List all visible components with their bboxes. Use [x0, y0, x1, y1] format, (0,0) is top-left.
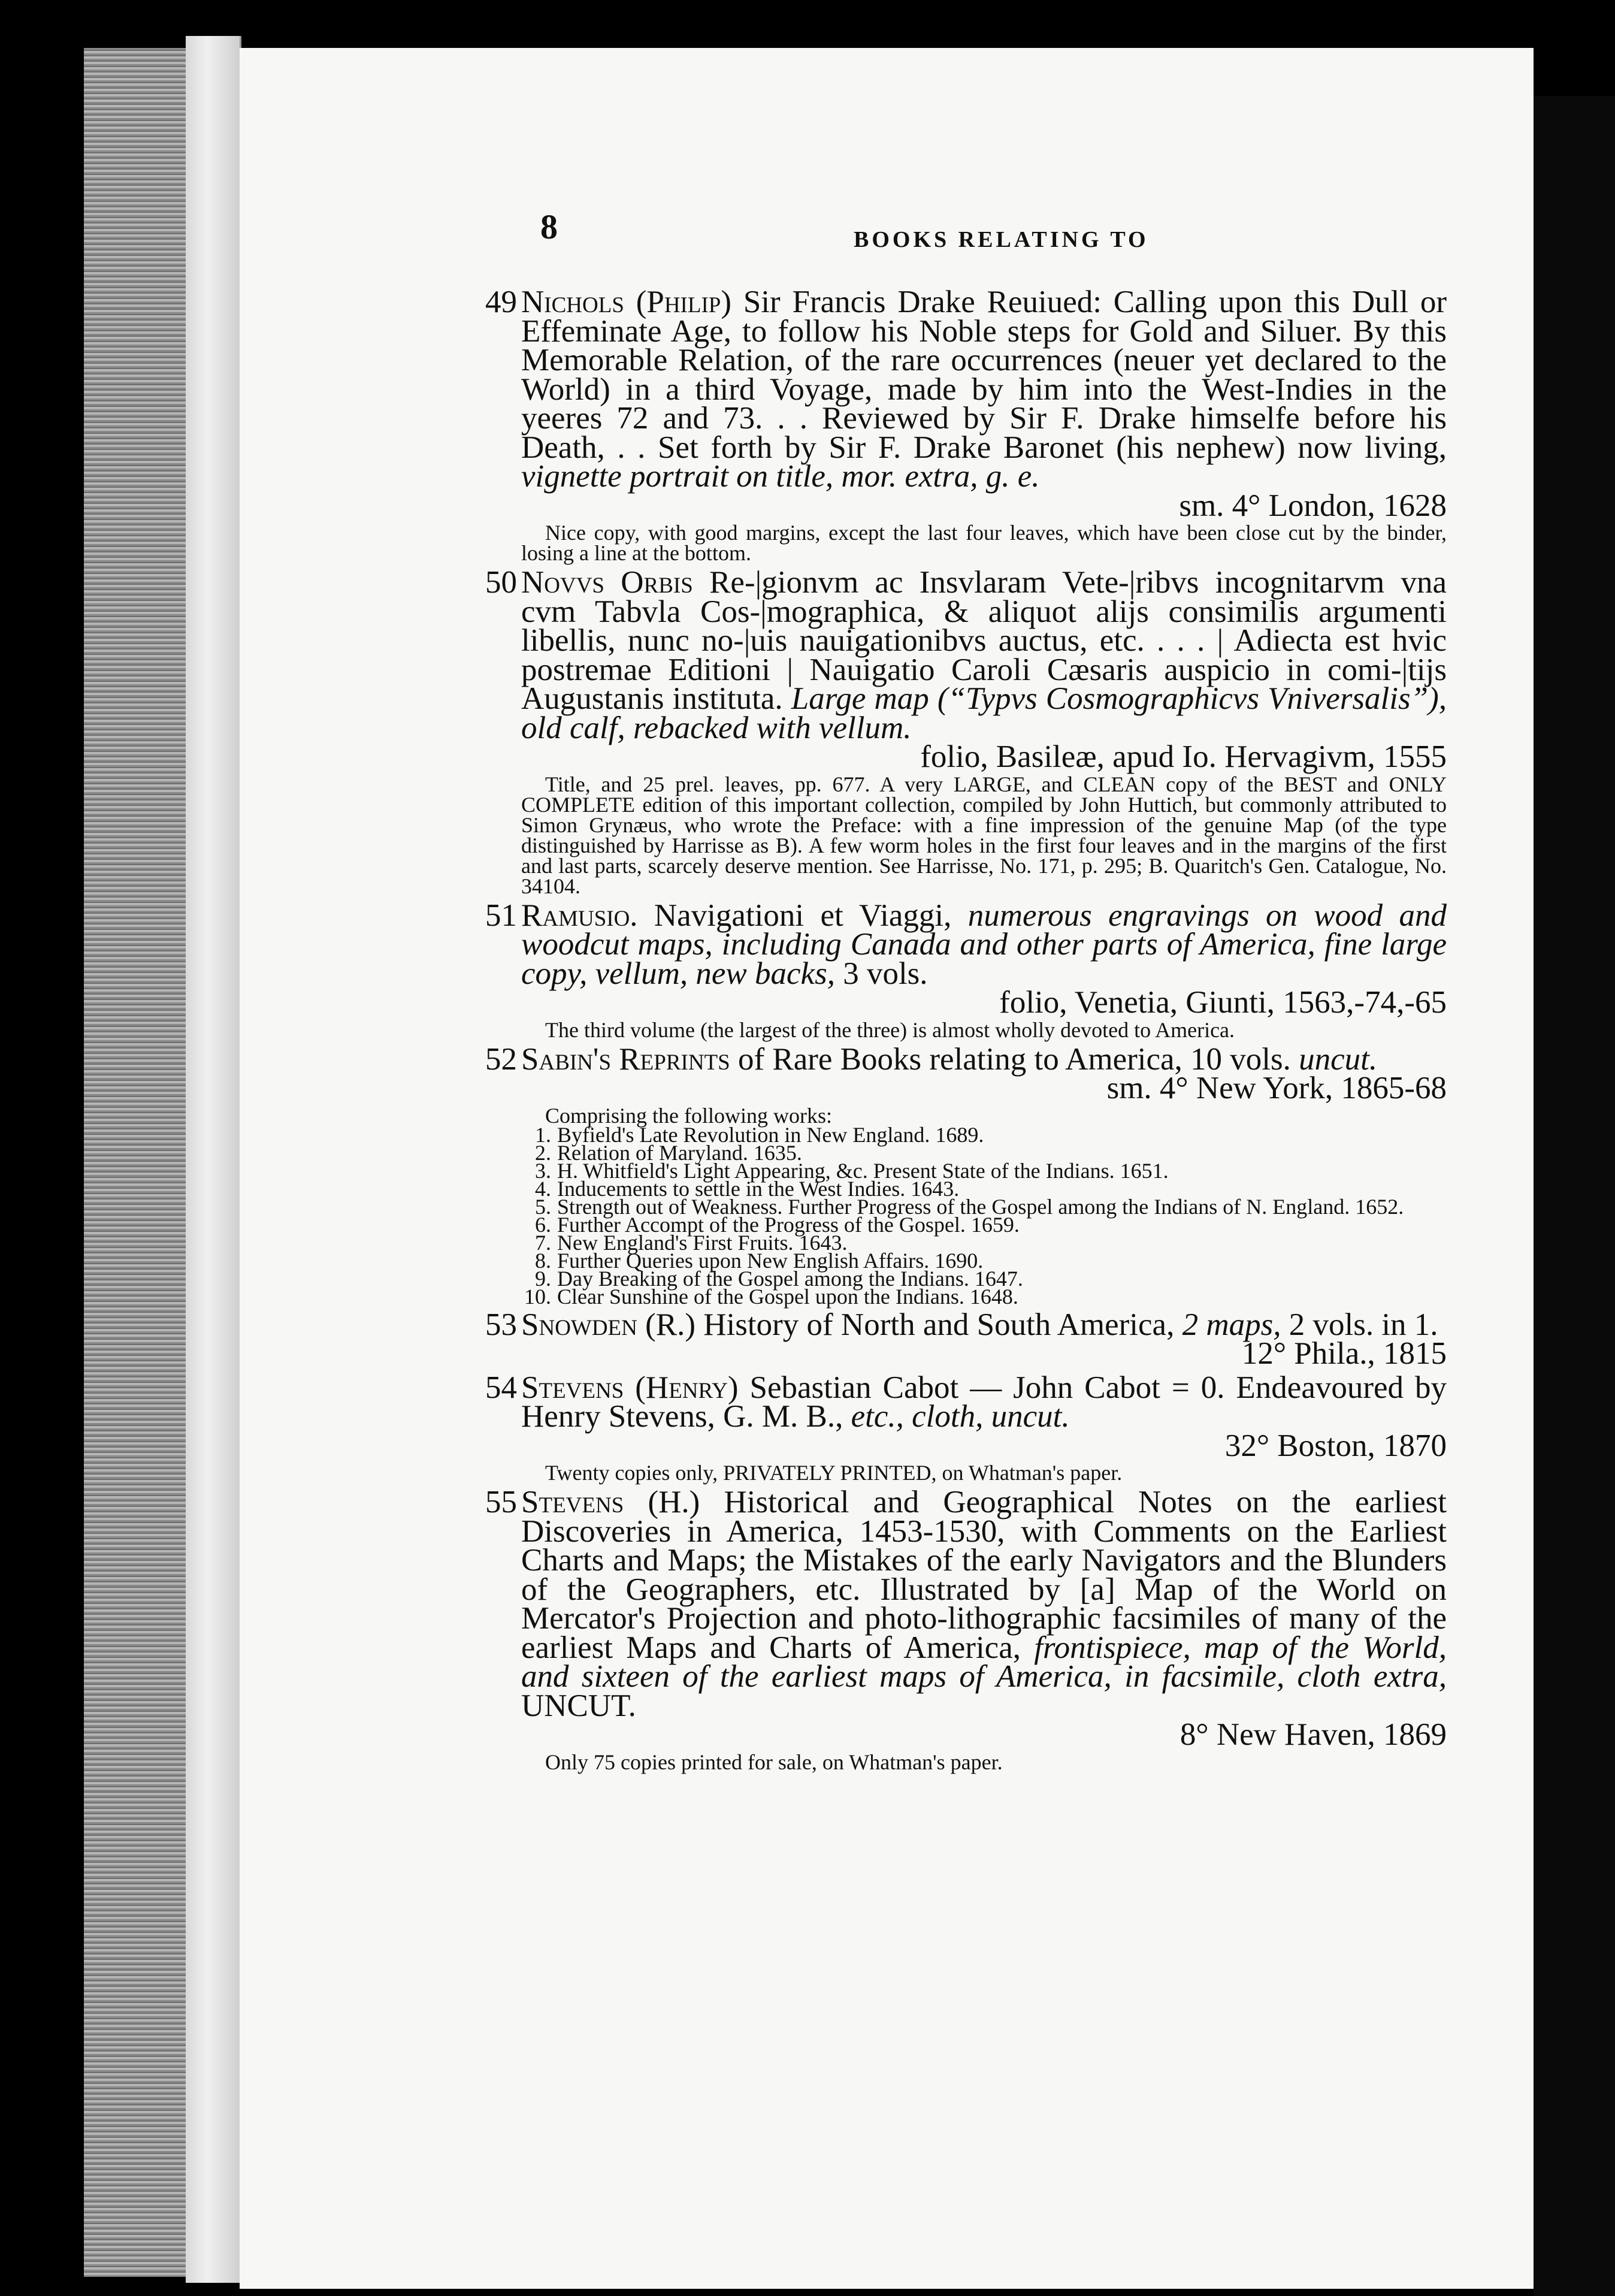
- entry-note: Only 75 copies printed for sale, on Whatman's paper.: [545, 1750, 1003, 1774]
- entry-author: Stevens (Henry): [521, 1370, 739, 1405]
- entry-number: 55: [485, 1485, 517, 1519]
- running-head: BOOKS RELATING TO: [854, 227, 1149, 252]
- entry-number: 52: [485, 1041, 517, 1077]
- page-edge-shadow: [1534, 96, 1615, 2296]
- entry-author: Stevens (H.): [521, 1485, 700, 1519]
- entry-body: Navigationi et Viaggi,: [654, 898, 952, 933]
- list-item: 1. Byfield's Late Revolution in New England. 1689.: [535, 1122, 984, 1147]
- catalogue-entry: [485, 1041, 1447, 1309]
- catalogue-entry: [485, 898, 1447, 1042]
- entry-italic: frontispiece, map of the World, and sixteen of the earliest maps of America, in facsimile, cloth extra,: [521, 1630, 1447, 1694]
- entry-imprint: 12° Phila., 1815: [1241, 1336, 1447, 1371]
- entry-author: Novvs Orbis: [521, 565, 693, 600]
- catalogue-entry: [485, 285, 1447, 565]
- entry-body: Sebastian Cabot — John Cabot = 0. Endeavoured by Henry Stevens, G. M. B.,: [521, 1370, 1447, 1434]
- list-item: 8. Further Queries upon New English Affairs. 1690.: [535, 1248, 984, 1273]
- list-item: 4. Inducements to settle in the West Indies. 1643.: [535, 1176, 960, 1201]
- entry-italic: etc., cloth, uncut.: [851, 1399, 1070, 1434]
- entry-note: Nice copy, with good margins, except the last four leaves, which have been close cut by the binder, losing a line at the bottom.: [521, 521, 1447, 565]
- entry-body: Sir Francis Drake Reuiued: Calling upon this Dull or Effeminate Age, to follow his Noble steps for Gold and Siluer. By this Memorable Relation, of the rare occurrences (neuer yet declared to the World) in a third Voyage, made by him into the West-Indies in the yeeres 72 and 73. . . Reviewed by Sir F. Drake himselfe before his Death, . . Set forth by Sir F. Drake Baronet (his nephew) now living,: [521, 285, 1447, 465]
- entry-imprint: sm. 4° London, 1628: [1179, 488, 1447, 523]
- list-item: 5. Strength out of Weakness. Further Progress of the Gospel among the Indians of N. England. 1652.: [535, 1194, 1404, 1219]
- page-number: 8: [540, 207, 558, 246]
- works-list: [521, 1122, 1447, 1309]
- catalogue-entry: [485, 1370, 1447, 1485]
- entry-author: Nichols (Philip): [521, 285, 732, 319]
- entry-imprint: folio, Venetia, Giunti, 1563,-74,-65: [999, 985, 1447, 1020]
- catalogue-entry: [485, 1485, 1447, 1774]
- entry-imprint: 32° Boston, 1870: [1224, 1428, 1447, 1463]
- entry-author: Snowden (R.): [521, 1307, 696, 1342]
- catalogue-entry: [485, 565, 1447, 898]
- entry-number: 54: [485, 1370, 517, 1405]
- list-item: 9. Day Breaking of the Gospel among the Indians. 1647.: [535, 1266, 1023, 1291]
- list-item: 2. Relation of Maryland. 1635.: [535, 1140, 802, 1165]
- entry-italic: Large map (“Typvs Cosmographicvs Vniversalis”), old calf, rebacked with vellum.: [521, 681, 1447, 745]
- book-gutter: [186, 36, 241, 2283]
- entry-body: History of North and South America,: [703, 1307, 1175, 1342]
- entry-tail: 2 vols. in 1.: [1289, 1307, 1438, 1342]
- entry-tail: 3 vols.: [843, 956, 928, 991]
- entry-italic: 2 maps,: [1182, 1307, 1281, 1342]
- entry-tail: UNCUT.: [521, 1688, 636, 1723]
- list-item: 3. H. Whitfield's Light Appearing, &c. Present State of the Indians. 1651.: [535, 1158, 1169, 1183]
- entry-body: Re-|gionvm ac Insvlaram Vete-|ribvs incognitarvm vna cvm Tabvla Cos-|mographica, & aliquot alijs consimilis argumenti libellis, nunc no-|uis nauigationibvs auctus, etc. . . . | Adiecta est hvic postremae Editioni | Nauigatio Caroli Cæsaris auspicio in comi-|tijs Augustanis instituta.: [521, 565, 1447, 716]
- catalogue-entry: [485, 1307, 1447, 1371]
- entry-body: of Rare Books relating to America, 10 vols.: [737, 1041, 1291, 1077]
- entry-author: Sabin's Reprints: [521, 1041, 730, 1077]
- list-item: 7. New England's First Fruits. 1643.: [535, 1230, 848, 1255]
- entry-author: Ramusio.: [521, 898, 638, 933]
- catalogue-text: [485, 285, 1447, 1777]
- entry-note: Twenty copies only, PRIVATELY PRINTED, on Whatman's paper.: [545, 1461, 1123, 1485]
- entry-italic: uncut.: [1299, 1041, 1378, 1077]
- entry-number: 53: [485, 1307, 517, 1342]
- entry-imprint: folio, Basileæ, apud Io. Hervagivm, 1555: [920, 739, 1447, 774]
- list-item: 10. Clear Sunshine of the Gospel upon the Indians. 1648.: [524, 1284, 1018, 1309]
- entry-italic: numerous engravings on wood and woodcut maps, including Canada and other parts of America, fine large copy, vellum, new backs,: [521, 898, 1447, 991]
- entry-imprint: 8° New Haven, 1869: [1180, 1717, 1447, 1752]
- entry-imprint: sm. 4° New York, 1865-68: [1106, 1071, 1447, 1105]
- list-item: 6. Further Accompt of the Progress of the Gospel. 1659.: [535, 1212, 1020, 1237]
- entry-note: Title, and 25 prel. leaves, pp. 677. A very LARGE, and CLEAN copy of the BEST and ONLY COMPLETE edition of this important collection, compiled by John Huttich, but commonly attributed to Simon Grynæus, who wrote the Preface: with a fine impression of the genuine Map (of the type distinguished by Harrisse as B). A few worm holes in the first four leaves and in the margins of the first and last parts, scarcely deserve mention. See Harrisse, No. 171, p. 295; B. Quaritch's Gen. Catalogue, No. 34104.: [521, 772, 1447, 898]
- entry-note: The third volume (the largest of the three) is almost wholly devoted to America.: [545, 1017, 1235, 1042]
- entry-number: 50: [485, 565, 517, 600]
- entry-body: Historical and Geographical Notes on the earliest Discoveries in America, 1453-1530, with Comments on the Earliest Charts and Maps; the Mistakes of the early Navigators and the Blunders of the Geographers, etc. Illustrated by [a] Map of the World on Mercator's Projection and photo-lithographic facsimiles of many of the earliest Maps and Charts of America,: [521, 1485, 1447, 1665]
- entry-number: 49: [485, 285, 517, 319]
- book-binding: [84, 48, 194, 2277]
- entry-italic: vignette portrait on title, mor. extra, g. e.: [521, 459, 1040, 494]
- entry-note: Comprising the following works:: [545, 1103, 832, 1128]
- entry-number: 51: [485, 898, 517, 933]
